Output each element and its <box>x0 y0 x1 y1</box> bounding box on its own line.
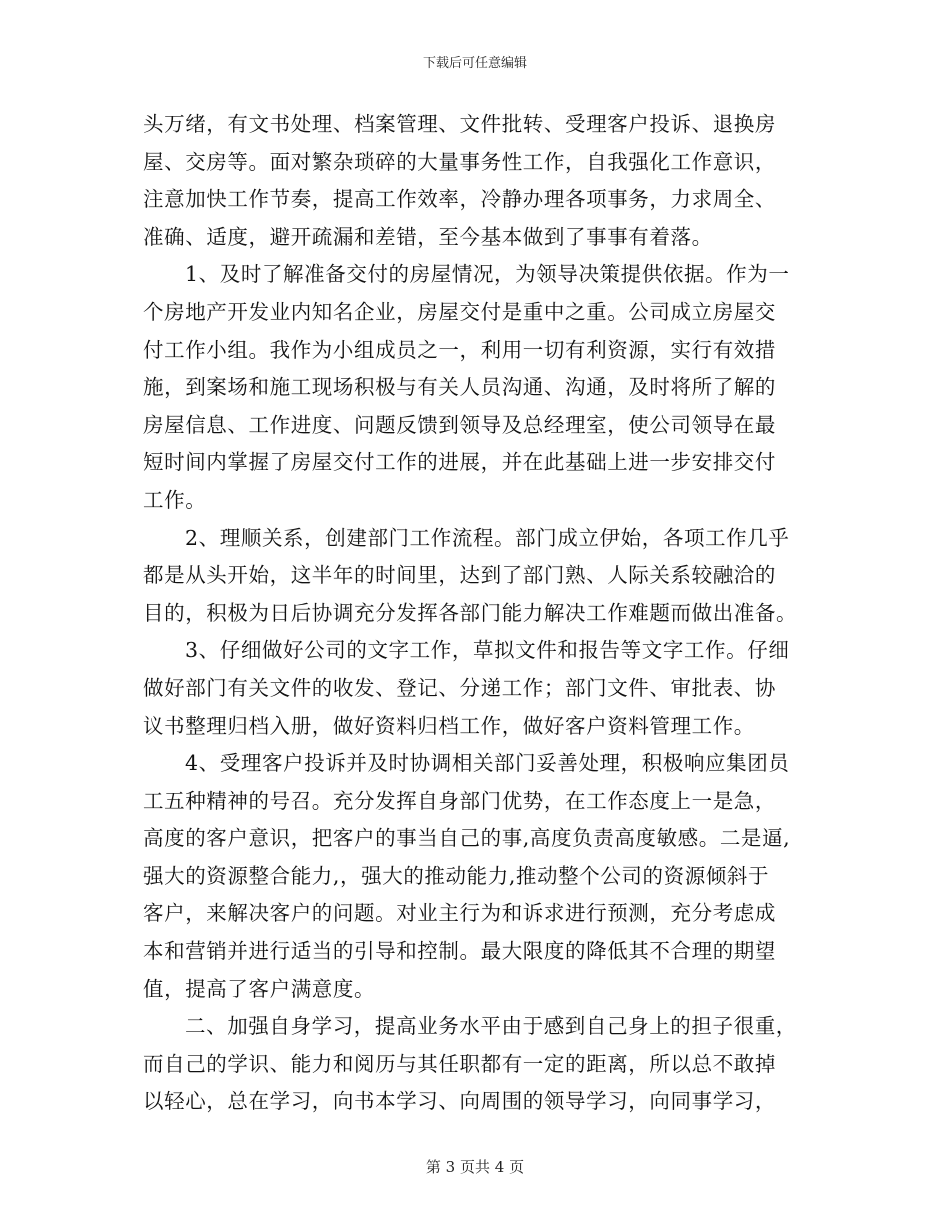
text-line: 4、受理客户投诉并及时协调相关部门妥善处理，积极响应集团员 <box>185 751 790 776</box>
text-line: 二、加强自身学习，提高业务水平由于感到自己身上的担子很重， <box>185 1014 797 1039</box>
text-line: 个房地产开发业内知名企业，房屋交付是重中之重。公司成立房屋交 <box>143 299 776 324</box>
text-line: 施，到案场和施工现场积极与有关人员沟通、沟通，及时将所了解的 <box>143 375 776 400</box>
text-line: 客户，来解决客户的问题。对业主行为和诉求进行预测，充分考虑成 <box>143 901 776 926</box>
text-line: 短时间内掌握了房屋交付工作的进展，并在此基础上进一步安排交付 <box>143 450 776 475</box>
text-line: 房屋信息、工作进度、问题反馈到领导及总经理室，使公司领导在最 <box>143 412 776 437</box>
text-line: 1、及时了解准备交付的房屋情况，为领导决策提供依据。作为一 <box>185 262 790 287</box>
text-line: 以轻心，总在学习，向书本学习、向周围的领导学习，向同事学习， <box>143 1089 776 1114</box>
text-line: 高度的客户意识，把客户的事当自己的事,高度负责高度敏感。二是逼, <box>143 826 791 851</box>
text-line: 3、仔细做好公司的文字工作，草拟文件和报告等文字工作。仔细 <box>185 638 790 663</box>
text-line: 工五种精神的号召。充分发挥自身部门优势，在工作态度上一是急， <box>143 788 776 813</box>
text-line: 本和营销并进行适当的引导和控制。最大限度的降低其不合理的期望 <box>143 939 776 964</box>
text-line: 值，提高了客户满意度。 <box>143 976 376 1001</box>
text-line: 议书整理归档入册，做好资料归档工作，做好客户资料管理工作。 <box>143 713 755 738</box>
text-line: 头万绪，有文书处理、档案管理、文件批转、受理客户投诉、退换房 <box>143 112 776 136</box>
document-body <box>143 106 803 1121</box>
text-line: 而自己的学识、能力和阅历与其任职都有一定的距离，所以总不敢掉 <box>143 1051 776 1076</box>
page-header-note: 下载后可任意编辑 <box>422 56 527 71</box>
text-line: 做好部门有关文件的收发、登记、分递工作；部门文件、审批表、协 <box>143 675 776 700</box>
text-line: 目的，积极为日后协调充分发挥各部门能力解决工作难题而做出准备。 <box>143 600 798 625</box>
text-line: 强大的资源整合能力,，强大的推动能力,推动整个公司的资源倾斜于 <box>143 863 770 888</box>
text-line: 付工作小组。我作为小组成员之一，利用一切有利资源，实行有效措 <box>143 337 776 362</box>
page-number: 第 3 页共 4 页 <box>425 1158 525 1176</box>
text-line: 屋、交房等。面对繁杂琐碎的大量事务性工作，自我强化工作意识， <box>143 149 776 174</box>
text-line: 2、理顺关系，创建部门工作流程。部门成立伊始，各项工作几乎 <box>185 525 790 550</box>
text-line: 都是从头开始，这半年的时间里，达到了部门熟、人际关系较融洽的 <box>143 563 776 588</box>
text-line: 工作。 <box>143 487 207 512</box>
text-line: 注意加快工作节奏，提高工作效率，冷静办理各项事务，力求周全、 <box>143 187 776 212</box>
text-line: 准确、适度，避开疏漏和差错，至今基本做到了事事有着落。 <box>143 224 713 249</box>
